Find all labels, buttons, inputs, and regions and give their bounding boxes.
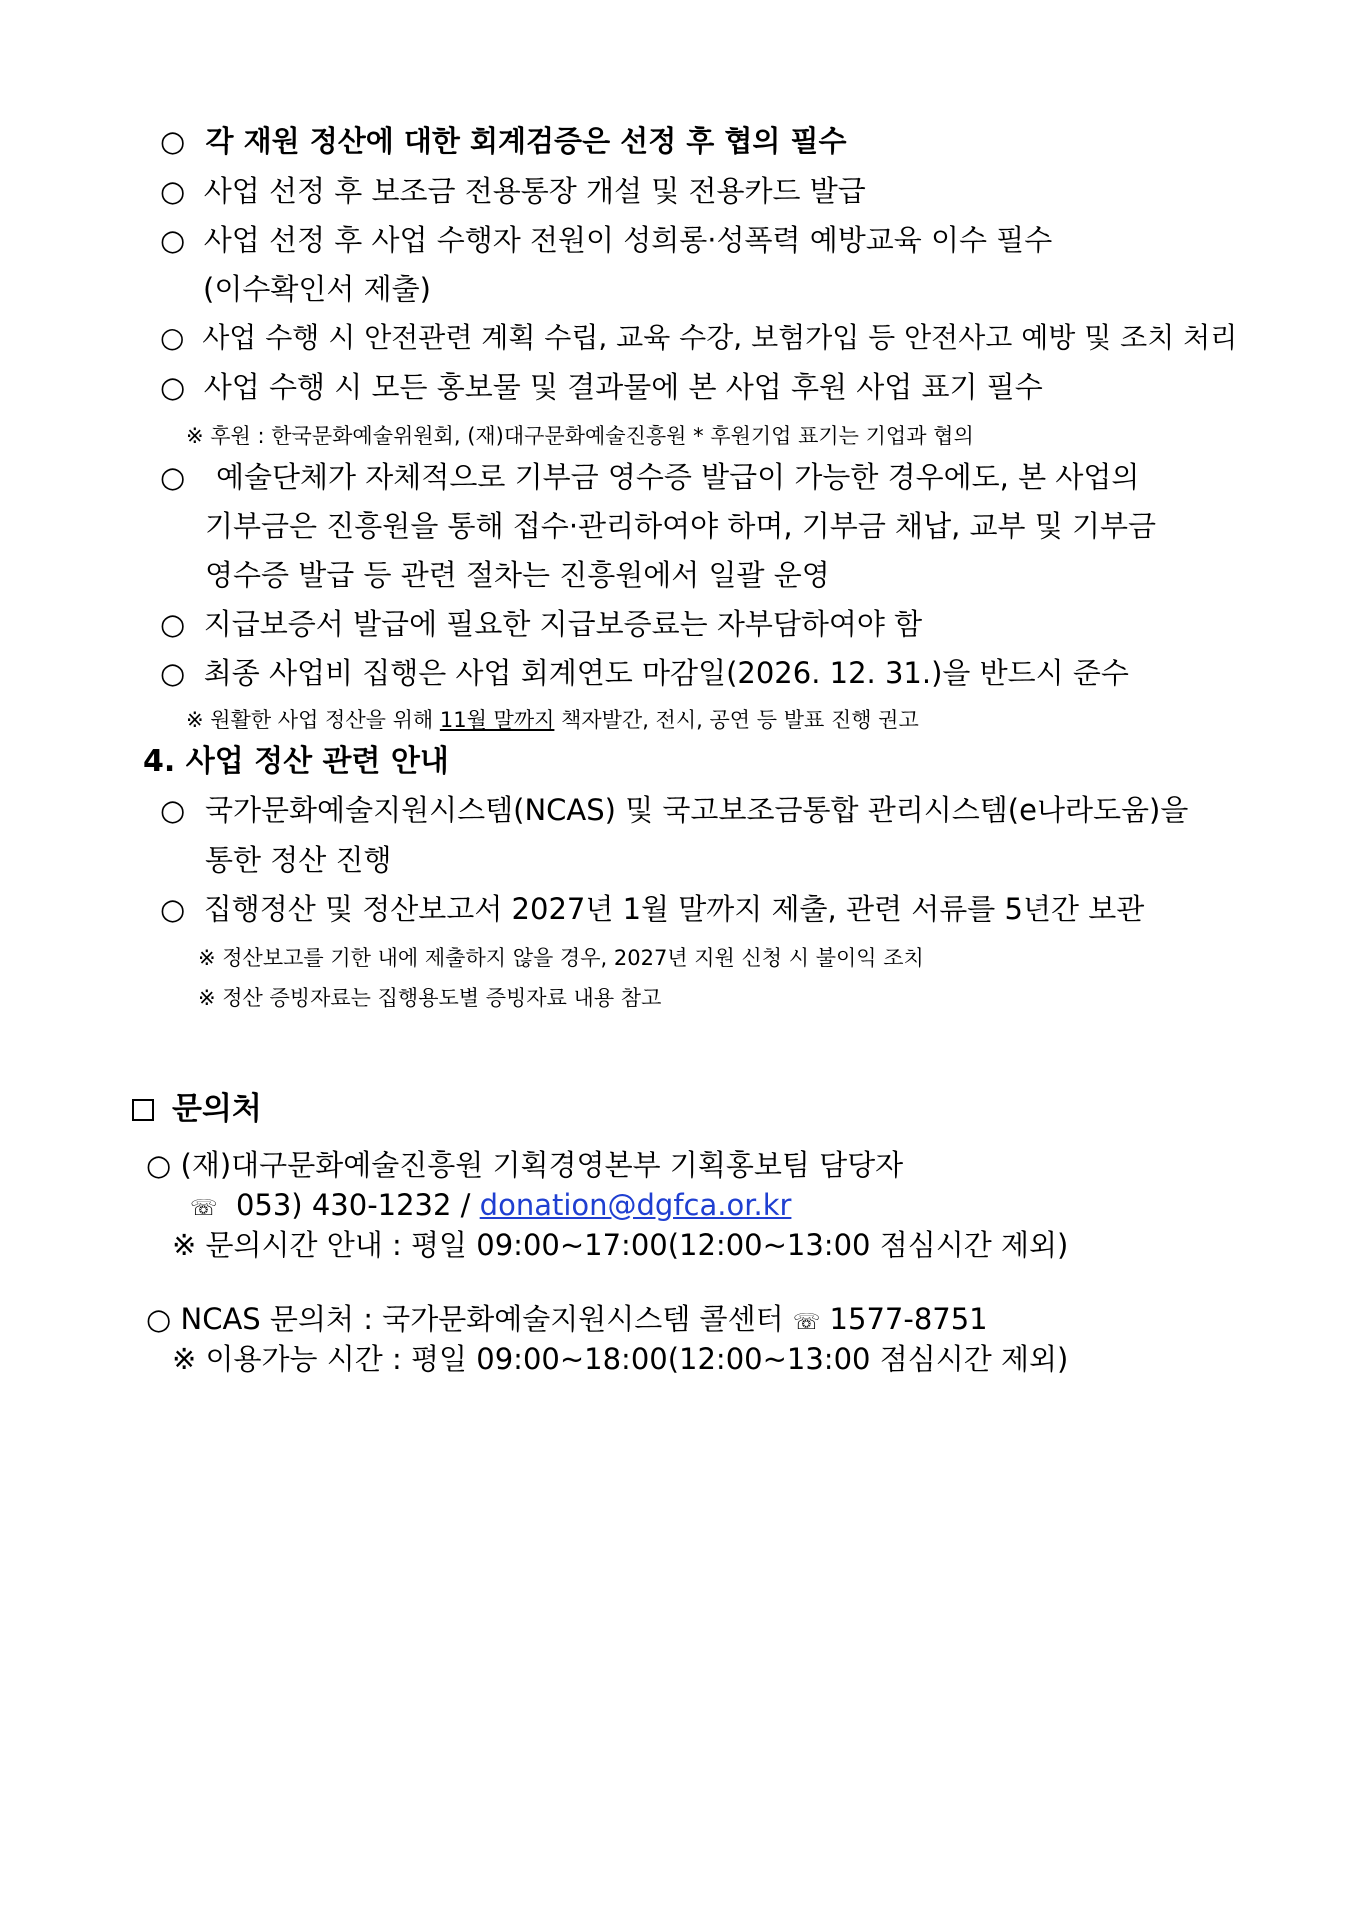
contact-org: ○ (재)대구문화예술진흥원 기획경영본부 기획홍보팀 담당자 [146, 1148, 904, 1182]
contact-hours: ※ 문의시간 안내 : 평일 09:00~17:00(12:00~13:00 점심시간 제외) [172, 1228, 1069, 1262]
note-penalty: ※ 정산보고를 기한 내에 제출하지 않을 경우, 2027년 지원 신청 시 불이익 조치 [198, 946, 924, 970]
contact-phone: ☏ 053) 430-1232 / donation@dgfca.or.kr [190, 1188, 792, 1222]
item-safety: ○ 사업 수행 시 안전관련 계획 수립, 교육 수강, 보험가입 등 안전사고 예방 및 조치 처리 [160, 321, 1238, 354]
email-link[interactable]: donation@dgfca.or.kr [479, 1188, 792, 1222]
phone-icon: ☏ [190, 1196, 218, 1221]
item-donation-l2: 기부금은 진흥원을 통해 접수·관리하여야 하며, 기부금 채납, 교부 및 기부금 [205, 509, 1157, 543]
settlement-l1: 국가문화예술지원시스템(NCAS) 및 국고보조금통합 관리시스템(e나라도움)을 [205, 793, 1189, 827]
item-deadline: ○ 최종 사업비 집행은 사업 회계연도 마감일(2026. 12. 31.)을 반드시 준수 [160, 656, 1129, 690]
phone-icon: ☏ [792, 1310, 821, 1335]
note-presentation: ※ 원활한 사업 정산을 위해 11월 말까지 책자발간, 전시, 공연 등 발표 진행 권고 [186, 708, 919, 732]
contact-heading: 문의처 [132, 1091, 262, 1128]
note-sponsor: ※ 후원 : 한국문화예술위원회, (재)대구문화예술진흥원 * 후원기업 표기는 기업과 협의 [186, 424, 974, 448]
ncas-hours: ※ 이용가능 시간 : 평일 09:00~18:00(12:00~13:00 점심시간 제외) [172, 1342, 1069, 1376]
square-box-icon [132, 1099, 154, 1121]
bullet: ○ [160, 124, 186, 158]
item-education-cont: (이수확인서 제출) [203, 272, 431, 306]
settlement-bullet: ○ [160, 793, 186, 827]
item-account-card: ○ 사업 선정 후 보조금 전용통장 개설 및 전용카드 발급 [160, 174, 866, 208]
item-donation-bullet: ○ [160, 460, 186, 494]
settlement-l2: 통한 정산 진행 [205, 843, 392, 877]
item-sponsor-mark: ○ 사업 수행 시 모든 홍보물 및 결과물에 본 사업 후원 사업 표기 필수 [160, 370, 1043, 404]
item-donation-l3: 영수증 발급 등 관련 절차는 진흥원에서 일괄 운영 [205, 558, 830, 592]
item-guarantee: ○ 지급보증서 발급에 필요한 지급보증료는 자부담하여야 함 [160, 607, 923, 641]
item-education: ○ 사업 선정 후 사업 수행자 전원이 성희롱·성폭력 예방교육 이수 필수 [160, 223, 1053, 257]
item-accounting: ○ 각 재원 정산에 대한 회계검증은 선정 후 협의 필수 [160, 124, 847, 158]
item-report: ○ 집행정산 및 정산보고서 2027년 1월 말까지 제출, 관련 서류를 5년간 보관 [160, 892, 1145, 926]
item-donation-l1: 예술단체가 자체적으로 기부금 영수증 발급이 가능한 경우에도, 본 사업의 [216, 460, 1140, 494]
ncas-contact: ○ NCAS 문의처 : 국가문화예술지원시스템 콜센터 ☏ 1577-8751 [146, 1302, 988, 1336]
note-evidence: ※ 정산 증빙자료는 집행용도별 증빙자료 내용 참고 [198, 986, 662, 1010]
section-4-title: 4. 사업 정산 관련 안내 [143, 744, 449, 779]
